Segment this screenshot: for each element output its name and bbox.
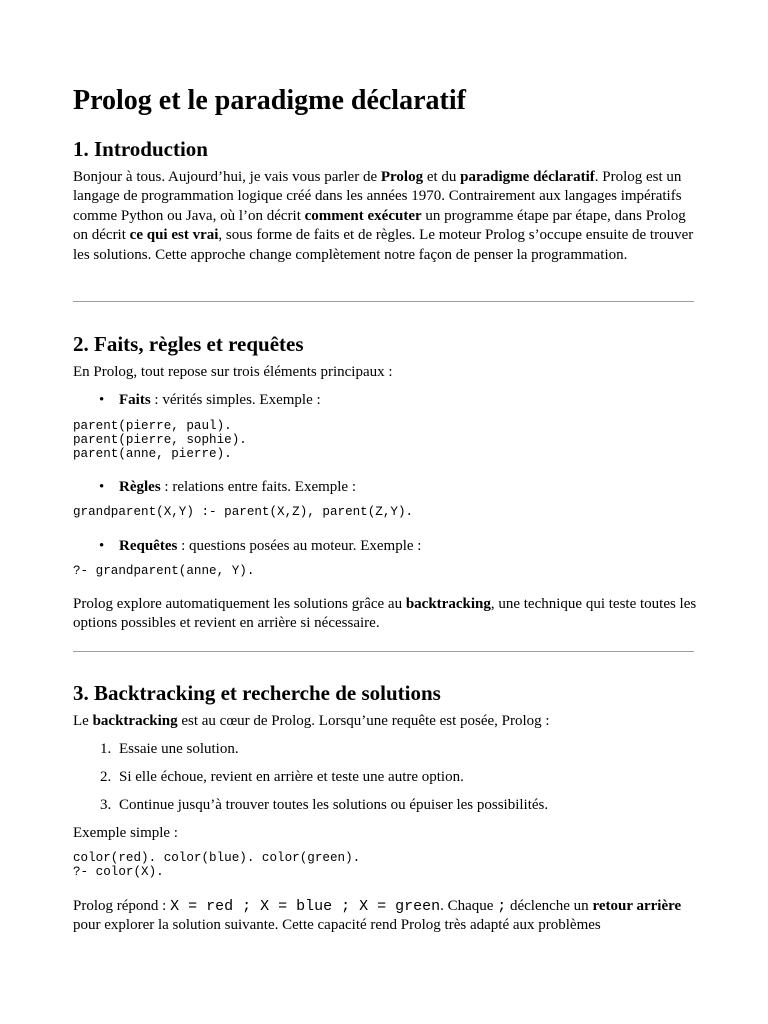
answer-paragraph (73, 897, 698, 936)
text-run: et du (423, 169, 461, 185)
section-divider (73, 301, 694, 302)
text-run: est au cœur de Prolog. Lorsqu’une requête est posée, Prolog : (177, 713, 550, 729)
bullet-marker: • (99, 538, 105, 554)
intro-paragraph (73, 168, 698, 265)
bold-prolog: Prolog (380, 169, 424, 185)
list-number: 2. (100, 769, 112, 785)
section3-intro (73, 712, 698, 731)
text-run: . Prolog est un langage de programmation logique créé dans les années 1970. Contrairement aux langages impératifs comme Python ou Java, où l’on décrit (73, 169, 682, 224)
code-block-regles: grandparent(X,Y) :- parent(X,Z), parent(Z,Y). (73, 505, 414, 519)
text-run: Bonjour à tous. Aujourd’hui, je vais vous parler de (73, 169, 381, 185)
bold-backtracking: backtracking (92, 713, 178, 729)
list-item-text (119, 478, 356, 497)
term-requetes: Requêtes (119, 538, 178, 554)
list-item-text: Continue jusqu’à trouver toutes les solutions ou épuiser les possibilités. (119, 797, 549, 813)
list-item-text (119, 391, 321, 410)
list-item-text: Essaie une solution. (119, 741, 239, 757)
inline-code-answer: X = red ; X = blue ; X = green (170, 898, 441, 915)
term-description: : questions posées au moteur. Exemple : (177, 538, 422, 554)
list-item-text (119, 537, 421, 556)
section-heading-backtracking: 3. Backtracking et recherche de solutions (73, 681, 441, 705)
text-run: Le (73, 713, 93, 729)
example-label: Exemple simple : (73, 825, 178, 841)
inline-code-semicolon: ; (497, 898, 507, 915)
bullet-marker: • (99, 479, 105, 495)
text-run: pour explorer la solution suivante. Cette capacité rend Prolog très adapté aux problèmes (73, 917, 601, 934)
section-heading-introduction: 1. Introduction (73, 137, 208, 161)
bold-backtracking: backtracking (405, 596, 491, 612)
code-block-requetes: ?- grandparent(anne, Y). (73, 564, 255, 578)
text-run: , une technique qui teste toutes les options possibles et revient en arrière si nécessaire. (73, 596, 697, 632)
text-run: Prolog explore automatiquement les solutions grâce au (73, 596, 406, 612)
text-run: . Chaque (440, 898, 498, 914)
list-number: 3. (100, 797, 112, 813)
term-description: : vérités simples. Exemple : (150, 392, 321, 408)
section-heading-faits-regles: 2. Faits, règles et requêtes (73, 332, 304, 356)
bullet-marker: • (99, 392, 105, 408)
bold-paradigme: paradigme déclaratif (460, 169, 595, 185)
text-run: Prolog répond : (73, 898, 171, 914)
section-divider (73, 651, 694, 652)
list-item-text: Si elle échoue, revient en arrière et teste une autre option. (119, 769, 464, 785)
bold-comment-executer: comment exécuter (304, 207, 422, 224)
list-number: 1. (100, 741, 112, 757)
text-run: , sous forme de faits et de règles. Le moteur Prolog s’occupe ensuite de trouver les solutions. Cette approche change complètement notre façon de penser la programmation. (73, 227, 694, 263)
section2-intro: En Prolog, tout repose sur trois éléments principaux : (73, 364, 393, 380)
term-faits: Faits (119, 392, 151, 408)
code-block-color: color(red). color(blue). color(green). ?- color(X). (73, 851, 361, 880)
bold-ce-qui-est-vrai: ce qui est vrai (129, 227, 219, 244)
bold-retour-arriere: retour arrière (592, 898, 682, 914)
text-run: un programme étape par étape, dans Prolog on décrit (73, 207, 686, 244)
text-run: déclenche un (506, 898, 593, 914)
term-description: : relations entre faits. Exemple : (160, 479, 357, 495)
page-title: Prolog et le paradigme déclaratif (73, 85, 466, 116)
backtracking-paragraph (73, 595, 698, 634)
code-block-faits: parent(pierre, paul). parent(pierre, sophie). parent(anne, pierre). (73, 419, 247, 462)
term-regles: Règles (119, 479, 161, 495)
